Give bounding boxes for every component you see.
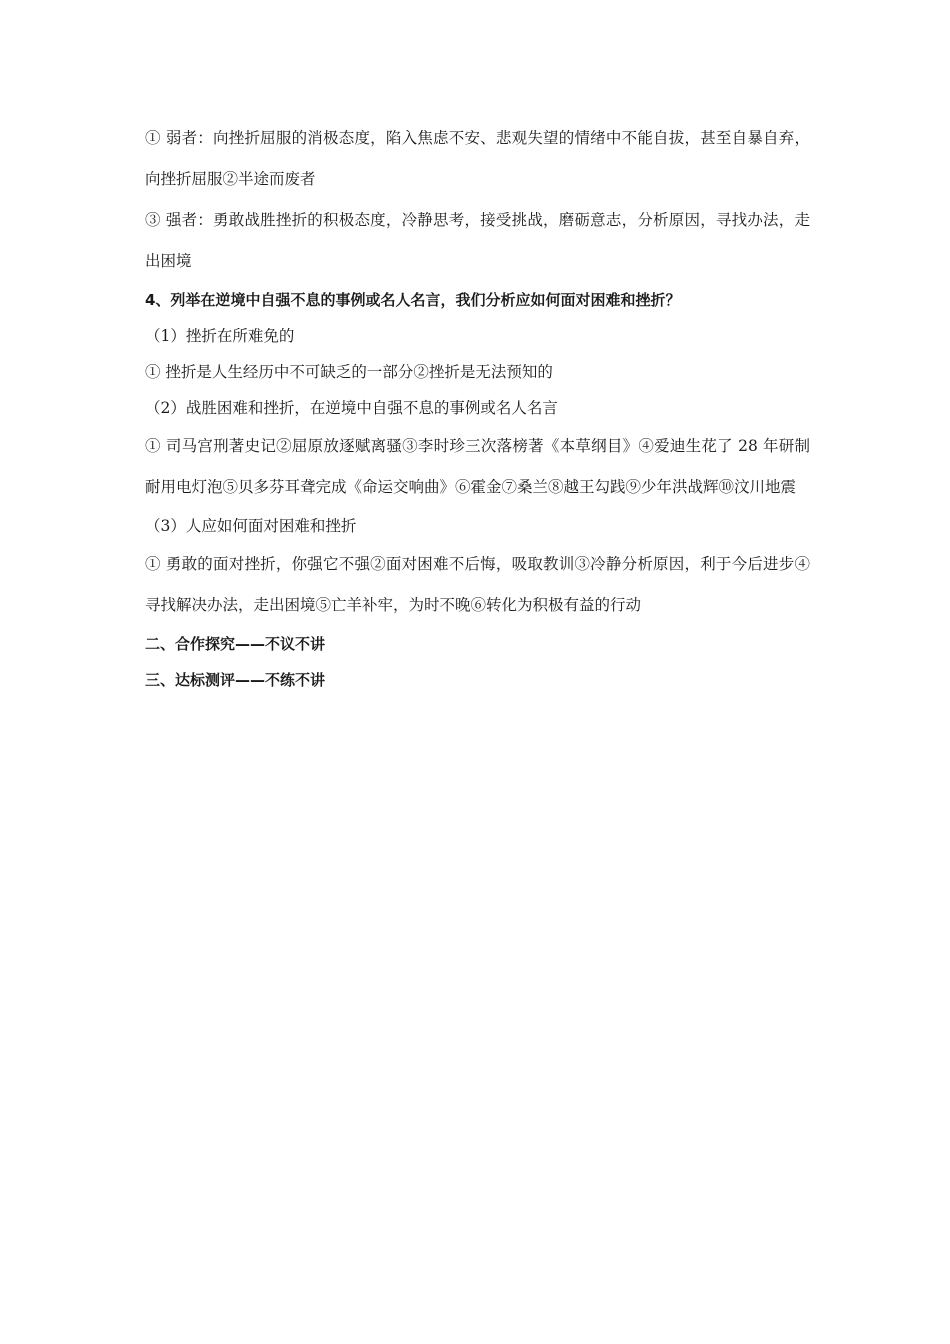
subsection-3-heading: （3）人应如何面对困难和挫折	[145, 517, 357, 535]
subsection-1-heading: （1）挫折在所难免的	[145, 327, 295, 345]
section-2-heading: 二、合作探究——不议不讲	[145, 635, 326, 653]
weak-paragraph: ① 弱者：向挫折屈服的消极态度，陷入焦虑不安、悲观失望的情绪中不能自拔，甚至自暴自弃，向挫折屈服②半途而废者	[145, 129, 810, 188]
subsection-1-body: ① 挫折是人生经历中不可缺乏的一部分②挫折是无法预知的	[145, 363, 553, 381]
subsection-3-body: ① 勇敢的面对挫折，你强它不强②面对困难不后悔，吸取教训③冷静分析原因，利于今后进步④寻找解决办法，走出困境⑤亡羊补牢，为时不晚⑥转化为积极有益的行动	[145, 555, 810, 614]
question-4-heading: 4、列举在逆境中自强不息的事例或名人名言，我们分析应如何面对困难和挫折？	[145, 291, 681, 309]
strong-paragraph: ③ 强者：勇敢战胜挫折的积极态度，冷静思考，接受挑战，磨砺意志，分析原因，寻找办法，走出困境	[145, 211, 810, 270]
subsection-2-body: ① 司马宫刑著史记②屈原放逐赋离骚③李时珍三次落榜著《本草纲目》④爱迪生花了 28 年研制耐用电灯泡⑤贝多芬耳聋完成《命运交响曲》⑥霍金⑦桑兰⑧越王勾践⑨少年洪战辉⑩汶川地震	[145, 437, 810, 496]
document-page	[145, 118, 810, 698]
section-3-heading: 三、达标测评——不练不讲	[145, 671, 326, 689]
subsection-2-heading: （2）战胜困难和挫折，在逆境中自强不息的事例或名人名言	[145, 399, 558, 417]
